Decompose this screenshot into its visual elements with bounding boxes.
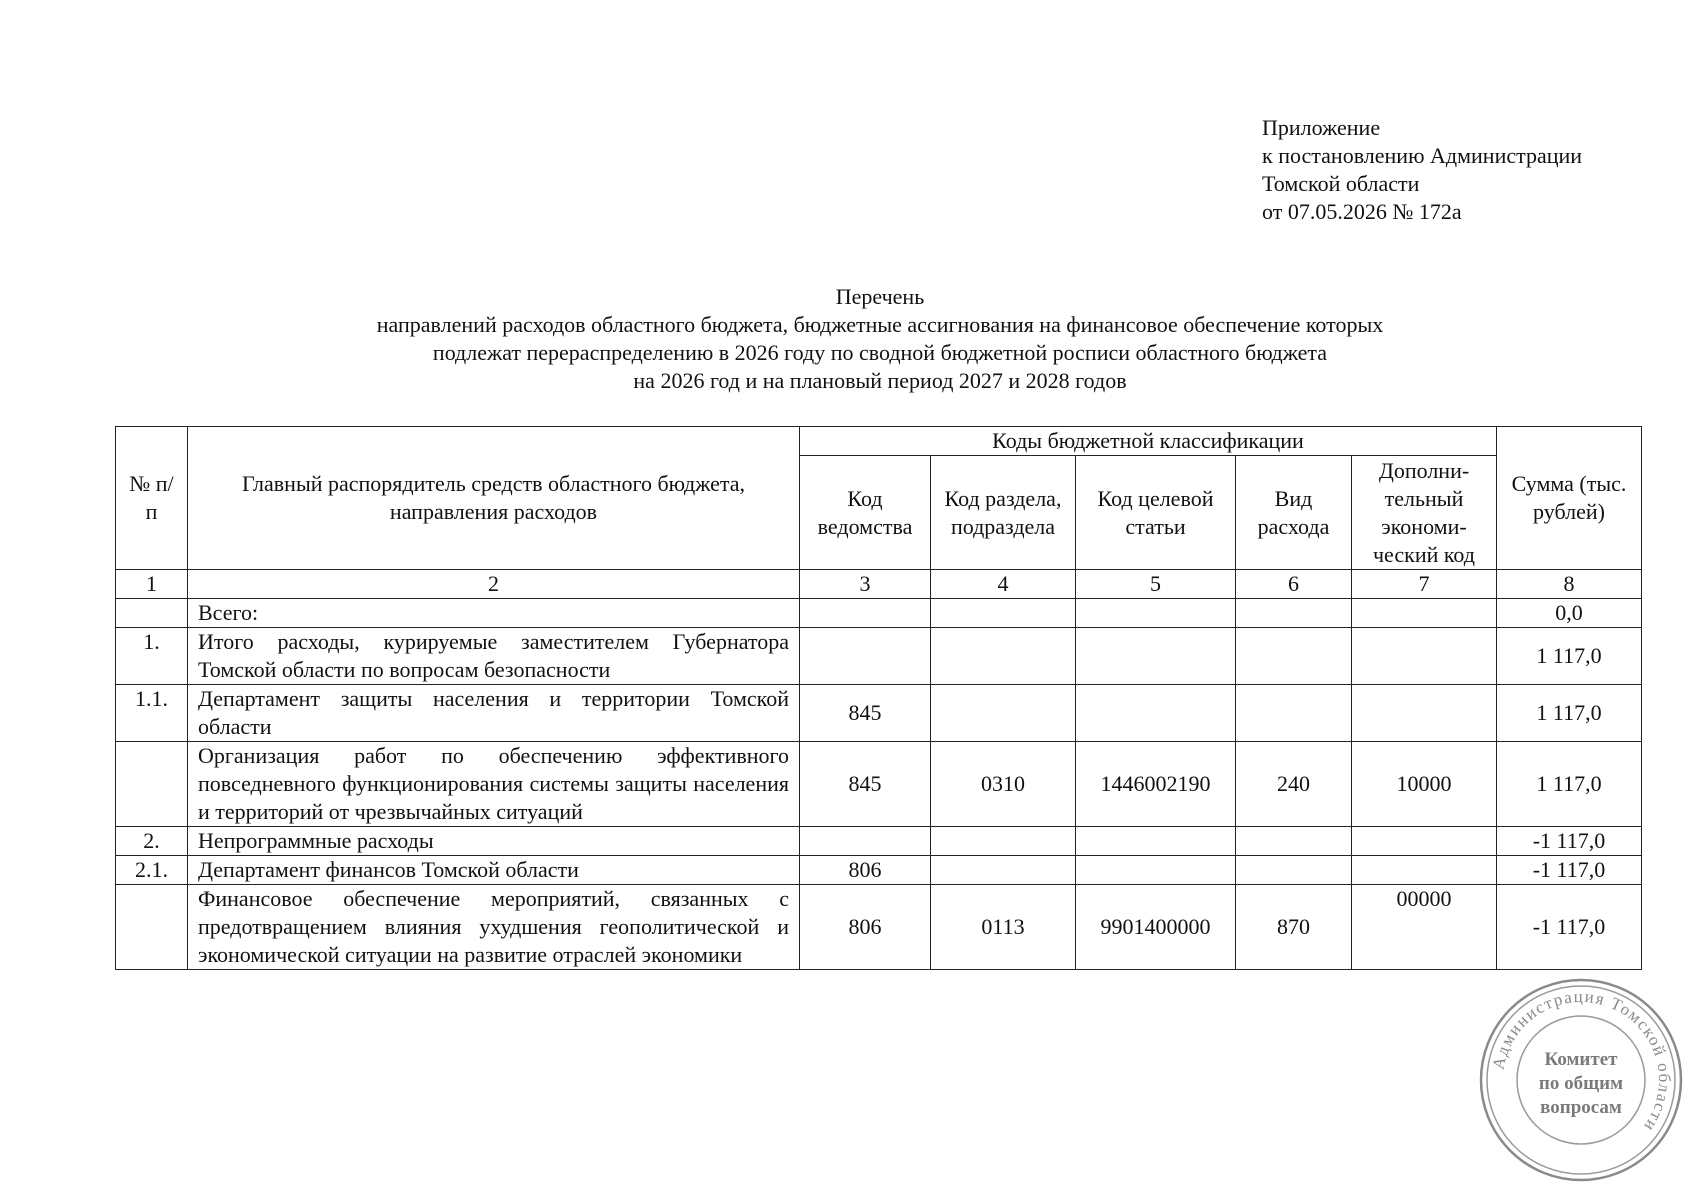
header-target-code: Код целевой статьи: [1076, 456, 1236, 570]
seal-center-line-2: по общим: [1538, 1073, 1624, 1094]
header-sum: Сумма (тыс. рублей): [1497, 427, 1642, 570]
table-row: [116, 742, 1642, 827]
appendix-line-3: Томской области: [1262, 171, 1420, 196]
row-target: 1446002190: [1076, 742, 1236, 827]
row-target: [1076, 628, 1236, 685]
row-section: [931, 599, 1076, 628]
row-section: 0113: [931, 885, 1076, 970]
row-dept: [800, 599, 931, 628]
official-seal: [1478, 977, 1684, 1183]
row-type: 240: [1236, 742, 1352, 827]
row-section: 0310: [931, 742, 1076, 827]
row-name: Организация работ по обеспечению эффективного повседневного функционирования системы защиты населения и территорий от чрезвычайных ситуаций: [188, 742, 800, 827]
header-expense-type: Вид расхода: [1236, 456, 1352, 570]
appendix-line-1: Приложение: [1262, 115, 1381, 140]
table-row: [116, 599, 1642, 628]
seal-ring-text: Администрация Томской области: [1488, 986, 1675, 1136]
row-sum: -1 117,0: [1497, 827, 1642, 856]
row-sum: 1 117,0: [1497, 628, 1642, 685]
row-econ: [1352, 685, 1497, 742]
header-econ-code: Дополни-тельный экономи-ческий код: [1352, 456, 1497, 570]
row-sum: 1 117,0: [1497, 685, 1642, 742]
row-name: Департамент защиты населения и территории Томской области: [188, 685, 800, 742]
col-number: 7: [1352, 570, 1497, 599]
row-num: 2.1.: [116, 856, 188, 885]
row-type: [1236, 599, 1352, 628]
row-num: 1.1.: [116, 685, 188, 742]
header-codes-group: Коды бюджетной классификации: [800, 427, 1497, 456]
row-section: [931, 628, 1076, 685]
row-num: [116, 885, 188, 970]
seal-center-line-1: Комитет: [1544, 1049, 1618, 1070]
row-type: 870: [1236, 885, 1352, 970]
seal-center-line-3: вопросам: [1540, 1097, 1622, 1118]
col-number: 6: [1236, 570, 1352, 599]
row-section: [931, 685, 1076, 742]
appendix-line-2: к постановлению Администрации: [1262, 143, 1583, 168]
row-name: Итого расходы, курируемые заместителем Губернатора Томской области по вопросам безопасности: [188, 628, 800, 685]
row-num: 1.: [116, 628, 188, 685]
row-sum: 0,0: [1497, 599, 1642, 628]
row-target: [1076, 856, 1236, 885]
table-row: [116, 827, 1642, 856]
table-row: [116, 628, 1642, 685]
row-target: [1076, 599, 1236, 628]
col-number: 5: [1076, 570, 1236, 599]
row-section: [931, 856, 1076, 885]
seal-graphic: [1478, 977, 1684, 1183]
row-dept: 806: [800, 856, 931, 885]
row-econ: 10000: [1352, 742, 1497, 827]
appendix-block: [1262, 114, 1582, 226]
row-dept: 845: [800, 742, 931, 827]
row-econ: [1352, 827, 1497, 856]
title-line-3: подлежат перераспределению в 2026 году по сводной бюджетной росписи областного бюджета: [432, 340, 1328, 365]
table-row: [116, 885, 1642, 970]
row-target: [1076, 827, 1236, 856]
row-type: [1236, 827, 1352, 856]
row-dept: 845: [800, 685, 931, 742]
row-dept: [800, 827, 931, 856]
col-number: 3: [800, 570, 931, 599]
header-num: № п/п: [116, 427, 188, 570]
row-dept: 806: [800, 885, 931, 970]
row-num: [116, 599, 188, 628]
row-econ: [1352, 599, 1497, 628]
col-number: 2: [188, 570, 800, 599]
row-num: 2.: [116, 827, 188, 856]
header-dept-code: Код ведомства: [800, 456, 931, 570]
table-row: [116, 685, 1642, 742]
row-target: [1076, 685, 1236, 742]
row-sum: -1 117,0: [1497, 885, 1642, 970]
title-line-1: Перечень: [835, 284, 925, 309]
row-num: [116, 742, 188, 827]
row-type: [1236, 685, 1352, 742]
title-line-4: на 2026 год и на плановый период 2027 и 2028 годов: [633, 368, 1127, 393]
row-name: Департамент финансов Томской области: [188, 856, 800, 885]
col-number: 1: [116, 570, 188, 599]
row-type: [1236, 856, 1352, 885]
header-section-code: Код раздела, подраздела: [931, 456, 1076, 570]
row-section: [931, 827, 1076, 856]
col-number: 4: [931, 570, 1076, 599]
row-name: Финансовое обеспечение мероприятий, связанных с предотвращением влияния ухудшения геополитической и экономической ситуации на развитие отраслей экономики: [188, 885, 800, 970]
row-dept: [800, 628, 931, 685]
row-econ: 00000: [1352, 885, 1497, 970]
title-line-2: направлений расходов областного бюджета, бюджетные ассигнования на финансовое обеспечение которых: [376, 312, 1384, 337]
row-type: [1236, 628, 1352, 685]
appendix-line-4: от 07.05.2026 № 172а: [1262, 199, 1462, 224]
row-name: Непрограммные расходы: [188, 827, 800, 856]
row-econ: [1352, 628, 1497, 685]
row-target: 9901400000: [1076, 885, 1236, 970]
document-title: [120, 283, 1640, 395]
col-number: 8: [1497, 570, 1642, 599]
table-row: [116, 856, 1642, 885]
row-name: Всего:: [188, 599, 800, 628]
row-econ: [1352, 856, 1497, 885]
row-sum: -1 117,0: [1497, 856, 1642, 885]
budget-table: [115, 426, 1642, 970]
header-name: Главный распорядитель средств областного бюджета, направления расходов: [188, 427, 800, 570]
row-sum: 1 117,0: [1497, 742, 1642, 827]
